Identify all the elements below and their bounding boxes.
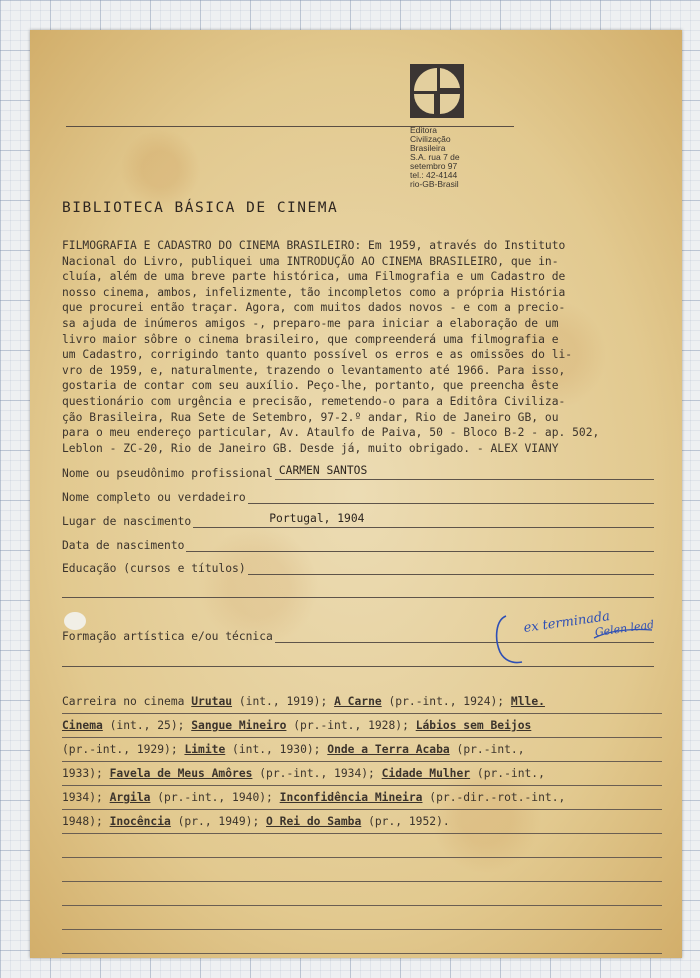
intro-line: FILMOGRAFIA E CADASTRO DO CINEMA BRASILEIRO: Em 1959, através do Instituto	[62, 239, 566, 252]
intro-paragraph	[62, 238, 662, 456]
film-title: Favela de Meus Amôres	[109, 767, 253, 780]
questionnaire-sheet	[30, 30, 682, 958]
career-section	[62, 690, 662, 954]
education-field[interactable]	[62, 557, 654, 575]
intro-line: nosso cinema, ambos, infelizmente, tão incompletos como a própria História	[62, 285, 566, 299]
intro-line: Nacional do Livro, publiquei uma INTRODUÇÃO AO CINEMA BRASILEIRO, que in-	[62, 254, 559, 268]
film-title: Cidade Mulher	[381, 767, 471, 780]
film-title: Onde a Terra Acaba	[327, 743, 450, 756]
career-text: (int., 25);	[102, 719, 192, 732]
birth-date-label: Data de nascimento	[62, 539, 185, 552]
career-text: (int., 1919);	[232, 695, 335, 708]
intro-line: ção Brasileira, Rua Sete de Setembro, 97-2.º andar, Rio de Janeiro GB, ou	[62, 410, 559, 424]
career-text: 1934);	[62, 791, 110, 804]
career-text: (pr.-int., 1940);	[150, 791, 280, 804]
intro-line: livro maior sôbre o cinema brasileiro, que compreenderá uma filmografia e	[62, 332, 559, 346]
career-line[interactable]	[62, 882, 662, 906]
intro-line: para o meu endereço particular, Av. Ataulfo de Paiva, 50 - Bloco B-2 - ap. 502,	[62, 426, 600, 440]
birth-date-line	[186, 537, 654, 552]
publisher-line: setembro 97	[410, 161, 458, 171]
pseudonym-label: Nome ou pseudônimo profissional	[62, 467, 273, 480]
film-title: Limite	[184, 743, 226, 756]
pseudonym-line	[275, 465, 654, 480]
career-text: (pr.-int., 1929);	[62, 743, 185, 756]
intro-line: sa ajuda de inúmeros amigos -, preparo-me para iniciar a elaboração de um	[62, 316, 559, 330]
education-label: Educação (cursos e títulos)	[62, 562, 246, 575]
film-title: Inconfidência Mineira	[279, 791, 423, 804]
training-label: Formação artística e/ou técnica	[62, 630, 273, 643]
career-line[interactable]	[62, 810, 662, 834]
publisher-line: Editora	[410, 125, 437, 135]
handwritten-line-1: ex terminada	[522, 609, 611, 637]
intro-line: questionário com urgência e precisão, remetendo-o para a Editôra Civiliza-	[62, 394, 566, 408]
film-title: A Carne	[334, 695, 382, 708]
career-line[interactable]	[62, 834, 662, 858]
career-line[interactable]	[62, 930, 662, 954]
publisher-line: Civilização	[410, 134, 451, 144]
publisher-line: Brasileira	[410, 143, 446, 153]
publisher-address	[410, 126, 520, 189]
career-text: (pr., 1949);	[170, 815, 267, 828]
intro-line: vro de 1959, e, naturalmente, trazendo o levantamento até 1966. Para isso,	[62, 363, 566, 377]
film-title: Urutau	[191, 695, 233, 708]
publisher-logo	[410, 64, 464, 118]
career-line[interactable]	[62, 786, 662, 810]
pseudonym-value: CARMEN SANTOS	[278, 464, 368, 477]
career-text: (pr.-int.,	[470, 767, 545, 780]
career-text: (pr.-int., 1924);	[381, 695, 511, 708]
intro-line: cluía, além de uma breve parte histórica, uma Filmografia e um Cadastro de	[62, 270, 566, 284]
document-title: BIBLIOTECA BÁSICA DE CINEMA	[62, 200, 339, 216]
handwritten-line-2: Gelen lead	[594, 617, 655, 640]
publisher-line: tel.: 42-4144	[410, 170, 458, 180]
career-line[interactable]	[62, 858, 662, 882]
birthplace-line	[193, 513, 654, 528]
career-line[interactable]	[62, 714, 662, 738]
education-extra-line[interactable]	[62, 597, 654, 598]
education-line	[248, 560, 654, 575]
intro-line: que procurei então traçar. Agora, com muitos dados novos - e com a precio-	[62, 301, 566, 315]
career-text: 1933);	[62, 767, 110, 780]
career-text: (pr.-dir.-rot.-int.,	[422, 791, 566, 804]
intro-line: um Cadastro, corrigindo tanto quanto possível os erros e as omissões do li-	[62, 348, 573, 362]
film-title: Sangue Mineiro	[191, 719, 287, 732]
career-text: (int., 1930);	[225, 743, 328, 756]
film-title: O Rei do Samba	[266, 815, 362, 828]
career-line[interactable]	[62, 738, 662, 762]
intro-line: gostaria de contar com seu auxílio. Peço-lhe, portanto, que preencha êste	[62, 379, 559, 393]
intro-line: Leblon - ZC-20, Rio de Janeiro GB. Desde já, muito obrigado. - ALEX VIANY	[62, 441, 559, 455]
career-text: 1948);	[62, 815, 110, 828]
full-name-label: Nome completo ou verdadeiro	[62, 491, 246, 504]
publisher-line: rio-GB-Brasil	[410, 179, 459, 189]
career-line[interactable]	[62, 906, 662, 930]
career-text: (pr., 1952).	[361, 815, 450, 828]
birthplace-field[interactable]	[62, 510, 654, 528]
full-name-line	[248, 489, 654, 504]
birthplace-label: Lugar de nascimento	[62, 515, 192, 528]
film-title: Inocência	[109, 815, 171, 828]
career-line[interactable]	[62, 690, 662, 714]
full-name-field[interactable]	[62, 486, 654, 504]
film-title: Cinema	[62, 719, 103, 732]
career-text: (pr.-int.,	[449, 743, 525, 756]
career-text: (pr.-int., 1928);	[286, 719, 416, 732]
career-text: (pr.-int., 1934);	[252, 767, 382, 780]
career-text: Carreira no cinema	[62, 695, 192, 708]
film-title: Mlle.	[510, 695, 545, 708]
birthplace-value: Portugal, 1904	[269, 512, 365, 525]
film-title: Argila	[109, 791, 151, 804]
career-line[interactable]	[62, 762, 662, 786]
film-title: Lábios sem Beijos	[415, 719, 532, 732]
pseudonym-field[interactable]	[62, 462, 654, 480]
publisher-line: S.A. rua 7 de	[410, 152, 460, 162]
birth-date-field[interactable]	[62, 534, 654, 552]
